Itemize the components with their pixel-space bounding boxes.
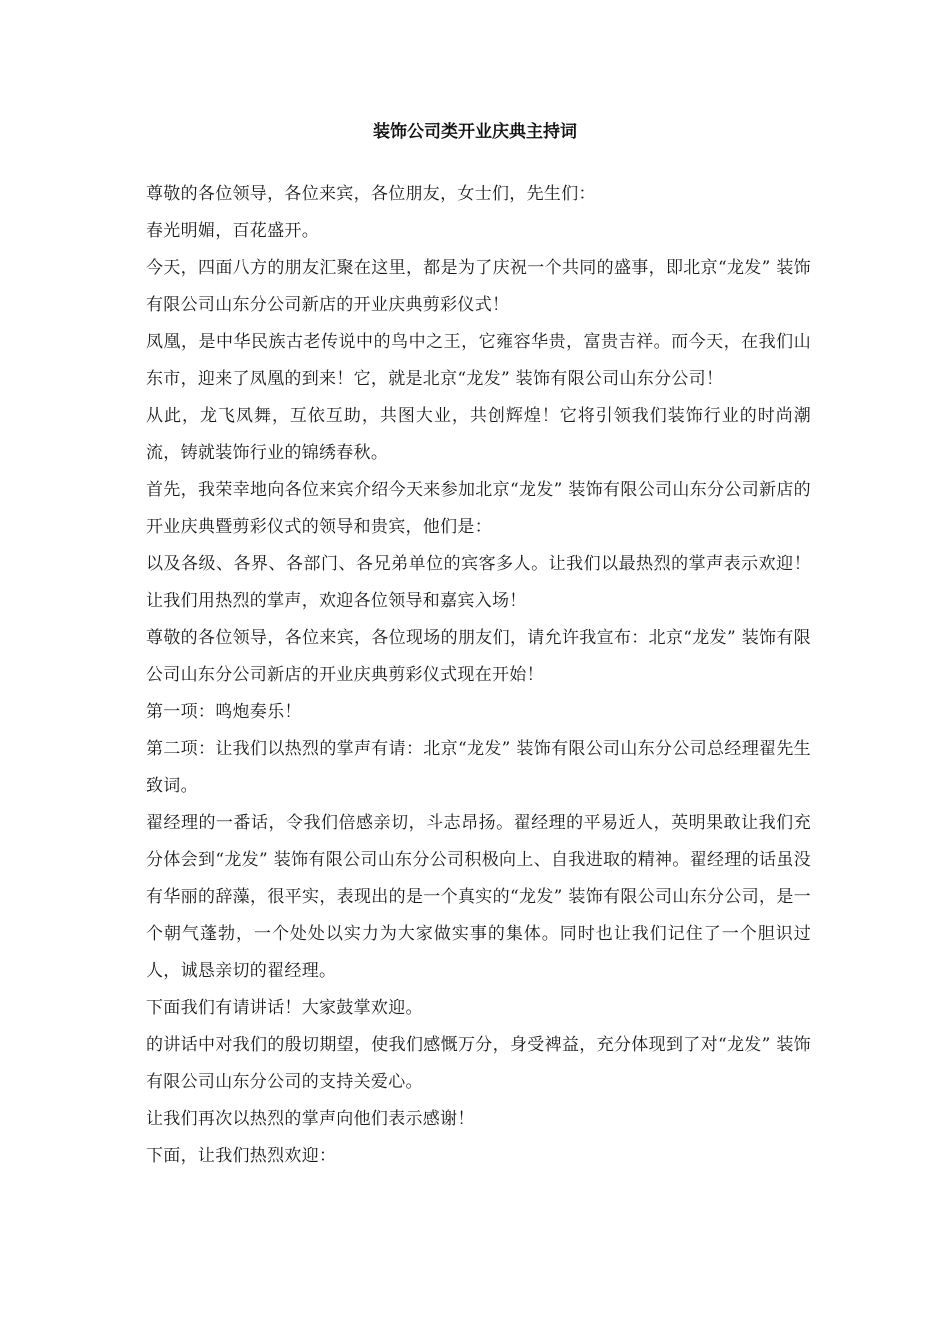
paragraph-next-speech: 下面我们有请讲话！大家鼓掌欢迎。 [146, 998, 423, 1018]
document-title: 装饰公司类开业庆典主持词 [373, 122, 577, 142]
paragraph-announce-start: 尊敬的各位领导，各位来宾，各位现场的朋友们，请允许我宣布：北京“龙发” 装饰有限公司山东分公司新店的开业庆典剪彩仪式现在开始！ [146, 628, 811, 685]
paragraph-introduce-guests: 首先，我荣幸地向各位来宾介绍今天来参加北京“龙发” 装饰有限公司山东分公司新店的开业庆典暨剪彩仪式的领导和贵宾，他们是： [146, 480, 811, 537]
paragraph-thanks: 让我们再次以热烈的掌声向他们表示感谢！ [146, 1109, 475, 1129]
paragraph-from-now: 从此，龙飞凤舞，互依互助，共图大业，共创辉煌！它将引领我们装饰行业的时尚潮流，铸就装饰行业的锦绣春秋。 [146, 406, 811, 463]
paragraph-manager-speech: 翟经理的一番话，令我们倍感亲切，斗志昂扬。翟经理的平易近人，英明果敢让我们充分体会到“龙发” 装饰有限公司山东分公司积极向上、自我进取的精神。翟经理的话虽没有华丽的辞藻，很平实，表现出的是一个真实的“龙发” 装饰有限公司山东分公司，是一个朝气蓬勃，一个处处以实力为大家做实事的集体。同时也让我们记住了一个胆识过人，诚恳亲切的翟经理。 [146, 813, 811, 981]
paragraph-greeting: 尊敬的各位领导，各位来宾，各位朋友，女士们，先生们： [146, 184, 596, 204]
paragraph-today: 今天，四面八方的朋友汇聚在这里，都是为了庆祝一个共同的盛事，即北京“龙发” 装饰有限公司山东分公司新店的开业庆典剪彩仪式！ [146, 258, 811, 315]
document-body [146, 176, 811, 1175]
paragraph-phoenix: 凤凰，是中华民族古老传说中的鸟中之王，它雍容华贵，富贵吉祥。而今天，在我们山东市，迎来了凤凰的到来！它，就是北京“龙发” 装饰有限公司山东分公司！ [146, 332, 811, 389]
paragraph-welcome: 以及各级、各界、各部门、各兄弟单位的宾客多人。让我们以最热烈的掌声表示欢迎！让我们用热烈的掌声，欢迎各位领导和嘉宾入场！ [146, 554, 811, 611]
paragraph-expectations: 的讲话中对我们的殷切期望，使我们感慨万分，身受裨益，充分体现到了对“龙发” 装饰有限公司山东分公司的支持关爱心。 [146, 1035, 811, 1092]
paragraph-next-welcome: 下面，让我们热烈欢迎： [146, 1146, 337, 1166]
paragraph-item-one: 第一项：鸣炮奏乐！ [146, 702, 302, 722]
paragraph-spring: 春光明媚，百花盛开。 [146, 221, 319, 241]
paragraph-item-two: 第二项：让我们以热烈的掌声有请：北京“龙发” 装饰有限公司山东分公司总经理翟先生致词。 [146, 739, 811, 796]
